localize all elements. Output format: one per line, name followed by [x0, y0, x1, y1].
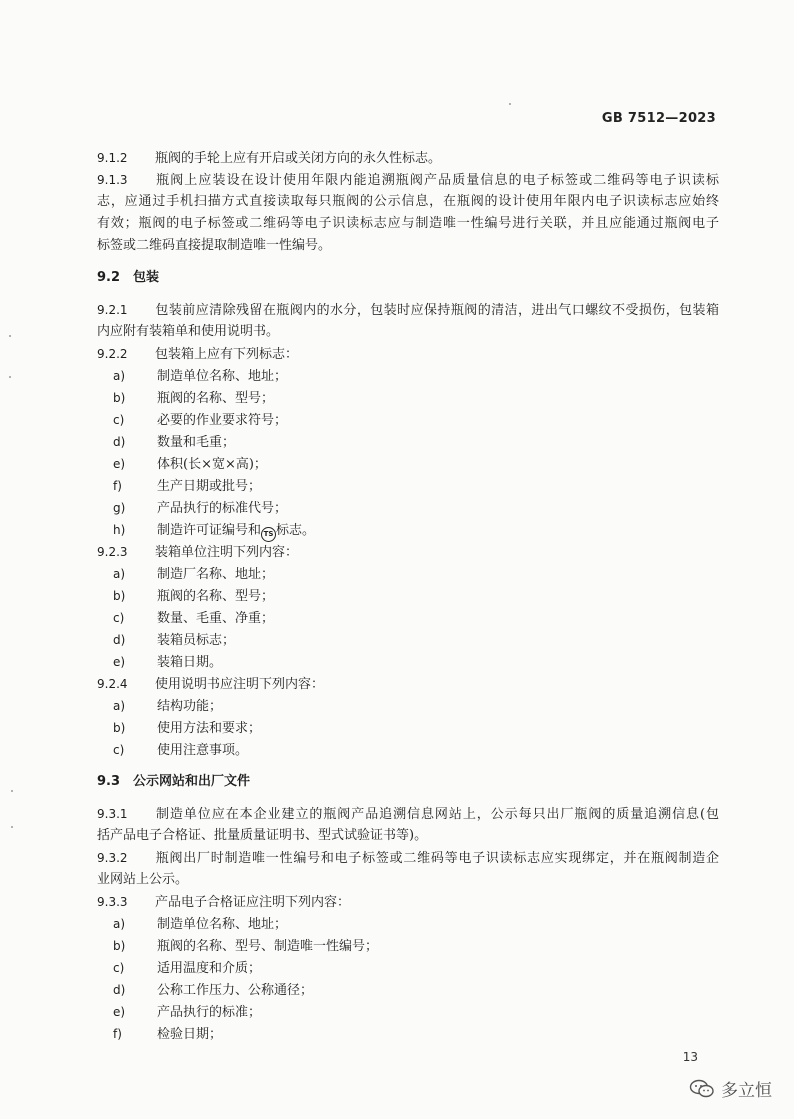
list-text: 瓶阀的名称、型号； [157, 391, 275, 406]
list-item [97, 1023, 719, 1045]
list-label: a) [113, 567, 126, 581]
list-label: b) [113, 939, 126, 953]
clause-text-line: 有效；瓶阀的电子标签或二维码等电子识读标志应与制造唯一性编号进行关联，并且应能通过瓶阀电子 [97, 216, 719, 231]
clause-9-3-1 [97, 803, 719, 825]
list-label: a) [113, 699, 126, 713]
list-item [97, 957, 719, 979]
list-text: 装箱员标志； [157, 633, 236, 648]
list-text: 数量和毛重； [157, 435, 236, 450]
scan-speck [509, 103, 511, 105]
scan-speck [11, 826, 13, 828]
list-item [97, 935, 719, 957]
list-item [97, 913, 719, 935]
list-label: b) [113, 721, 126, 735]
section-9-3-title [97, 771, 719, 793]
list-label: e) [113, 457, 126, 471]
list-item [97, 695, 719, 717]
clause-number: 9.2.3 [97, 545, 128, 559]
list-text: 标志。 [276, 523, 316, 538]
list-text: 装箱日期。 [157, 655, 223, 670]
clause-9-2-1 [97, 299, 719, 321]
scan-speck [11, 790, 13, 792]
list-label: c) [113, 961, 125, 975]
clause-text-line: 括产品电子合格证、批量质量证明书、型式试验证书等)。 [97, 828, 428, 843]
document-body [97, 147, 719, 1045]
clause-number: 9.1.2 [97, 151, 128, 165]
list-item [97, 563, 719, 585]
clause-text-line: 瓶阀上应装设在设计使用年限内能追溯瓶阀产品质量信息的电子标签或二维码等电子识读标 [155, 173, 719, 188]
list-text: 制造许可证编号和 [157, 523, 262, 538]
clause-text: 产品电子合格证应注明下列内容： [155, 895, 351, 910]
page-number: 13 [682, 1050, 698, 1064]
clause-9-2-4 [97, 673, 719, 695]
list-item [97, 453, 719, 475]
list-text: 生产日期或批号； [157, 479, 262, 494]
clause-text: 包装箱上应有下列标志： [155, 347, 299, 362]
list-text: 制造厂名称、地址； [157, 567, 275, 582]
list-item [97, 431, 719, 453]
list-text: 公称工作压力、公称通径； [157, 983, 314, 998]
list-label: c) [113, 611, 125, 625]
list-text: 必要的作业要求符号； [157, 413, 288, 428]
clause-9-3-3 [97, 891, 719, 913]
list-text: 使用方法和要求； [157, 721, 262, 736]
clause-number: 9.1.3 [97, 173, 128, 187]
clause-text-line: 标签或二维码直接提取制造唯一性编号。 [97, 238, 332, 253]
list-label: c) [113, 413, 125, 427]
list-label: f) [113, 479, 122, 493]
clause-number: 9.3.1 [97, 807, 128, 821]
scan-speck [9, 376, 11, 378]
list-item [97, 387, 719, 409]
list-label: d) [113, 633, 126, 647]
clause-text-line: 内应附有装箱单和使用说明书。 [97, 324, 280, 339]
list-text: 体积(长×宽×高)； [157, 457, 267, 472]
wechat-logo-icon [689, 1079, 715, 1099]
list-text: 产品执行的标准代号； [157, 501, 288, 516]
list-item [97, 629, 719, 651]
clause-text: 装箱单位注明下列内容： [155, 545, 299, 560]
list-text: 检验日期； [157, 1027, 223, 1042]
clause-number: 9.2.2 [97, 347, 128, 361]
list-text: 制造单位名称、地址； [157, 917, 288, 932]
list-label: d) [113, 435, 126, 449]
clause-text-line: 志，应通过手机扫描方式直接读取每只瓶阀的公示信息，在瓶阀的设计使用年限内电子识读标志应始终 [97, 194, 719, 209]
list-label: f) [113, 1027, 122, 1041]
list-label: g) [113, 501, 126, 515]
standard-code-header: GB 7512—2023 [601, 111, 716, 126]
clause-text: 使用说明书应注明下列内容： [155, 677, 325, 692]
list-item [97, 651, 719, 673]
section-number: 9.3 [97, 774, 121, 789]
clause-9-1-3 [97, 169, 719, 191]
clause-9-2-3 [97, 541, 719, 563]
watermark-text: 多立恒 [721, 1081, 772, 1101]
section-9-2-title [97, 267, 719, 289]
scan-speck [9, 335, 11, 337]
clause-text: 瓶阀的手轮上应有开启或关闭方向的永久性标志。 [155, 151, 442, 166]
section-title: 公示网站和出厂文件 [133, 774, 251, 789]
watermark [689, 1076, 772, 1101]
list-text: 适用温度和介质； [157, 961, 262, 976]
list-item [97, 365, 719, 387]
list-text: 结构功能； [157, 699, 223, 714]
clause-text-line: 瓶阀出厂时制造唯一性编号和电子标签或二维码等电子识读标志应实现绑定，并在瓶阀制造企 [155, 851, 719, 866]
clause-text-line: 业网站上公示。 [97, 872, 189, 887]
clause-text-line: 包装前应清除残留在瓶阀内的水分，包装时应保持瓶阀的清洁，进出气口螺纹不受损伤，包装箱 [155, 303, 719, 318]
list-item [97, 585, 719, 607]
clause-9-1-2 [97, 147, 719, 169]
list-label: e) [113, 655, 126, 669]
list-item [97, 717, 719, 739]
list-text: 产品执行的标准； [157, 1005, 262, 1020]
clause-number: 9.3.3 [97, 895, 128, 909]
list-text: 瓶阀的名称、型号、制造唯一性编号； [157, 939, 379, 954]
list-text: 瓶阀的名称、型号； [157, 589, 275, 604]
list-item [97, 519, 719, 541]
list-label: h) [113, 523, 126, 537]
clause-number: 9.3.2 [97, 851, 128, 865]
list-item [97, 979, 719, 1001]
list-item [97, 607, 719, 629]
list-item [97, 1001, 719, 1023]
list-label: a) [113, 917, 126, 931]
section-number: 9.2 [97, 270, 121, 285]
list-item [97, 475, 719, 497]
list-text: 制造单位名称、地址； [157, 369, 288, 384]
clause-number: 9.2.1 [97, 303, 128, 317]
clause-9-3-2 [97, 847, 719, 869]
list-label: a) [113, 369, 126, 383]
list-text: 数量、毛重、净重； [157, 611, 275, 626]
list-label: c) [113, 743, 125, 757]
list-item [97, 739, 719, 761]
list-label: b) [113, 589, 126, 603]
clause-number: 9.2.4 [97, 677, 128, 691]
section-title: 包装 [133, 270, 160, 285]
list-item [97, 497, 719, 519]
clause-9-2-2 [97, 343, 719, 365]
list-text: 使用注意事项。 [157, 743, 249, 758]
clause-text-line: 制造单位应在本企业建立的瓶阀产品追溯信息网站上，公示每只出厂瓶阀的质量追溯信息(包 [155, 807, 719, 822]
list-item [97, 409, 719, 431]
list-label: d) [113, 983, 126, 997]
list-label: e) [113, 1005, 126, 1019]
ts-mark-icon: TS [261, 527, 276, 542]
list-label: b) [113, 391, 126, 405]
